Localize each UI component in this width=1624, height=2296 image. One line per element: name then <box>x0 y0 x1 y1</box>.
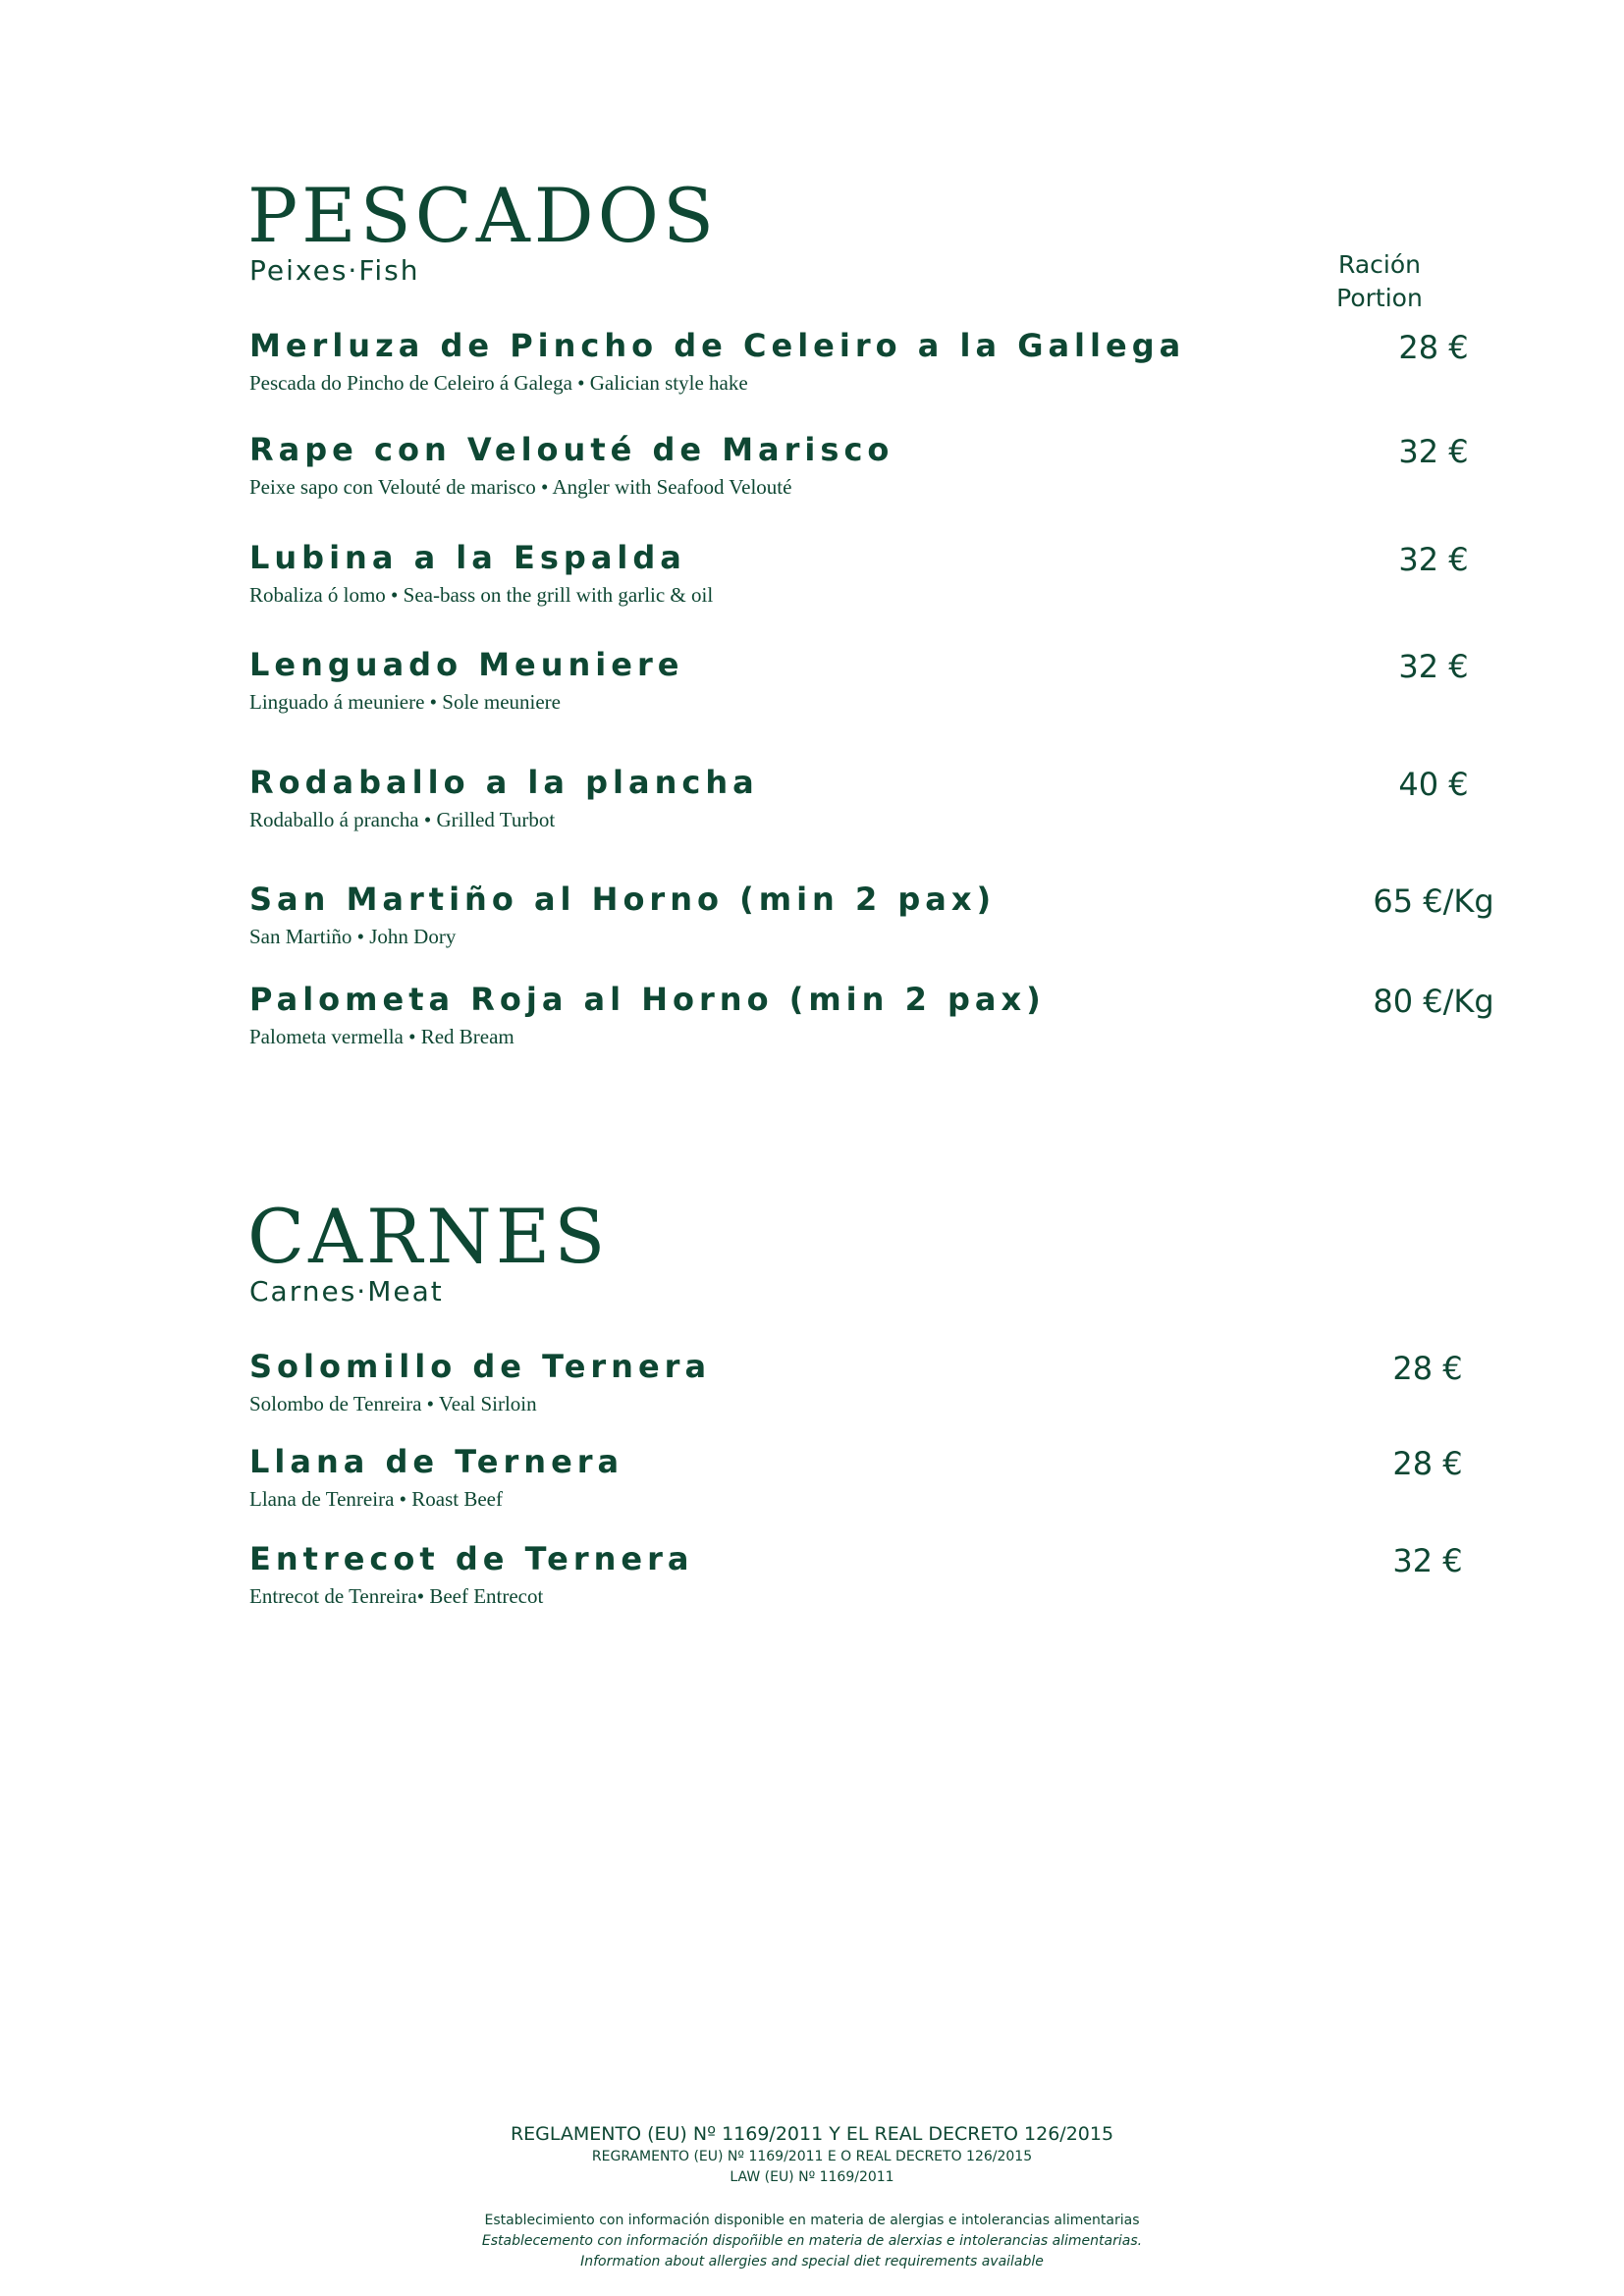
allergens-notice-en: Information about allergies and special diet requirements available <box>580 2254 1044 2269</box>
item-name: Solomillo de Ternera <box>249 1348 712 1385</box>
item-name: San Martiño al Horno (min 2 pax) <box>249 881 997 918</box>
section-subtitle-carnes: Carnes·Meat <box>249 1275 444 1308</box>
section-subtitle-pescados: Peixes·Fish <box>249 254 420 287</box>
item-name: Lubina a la Espalda <box>249 539 686 576</box>
menu-item <box>249 981 1565 1082</box>
item-description: Linguado á meuniere • Sole meuniere <box>249 690 561 714</box>
menu-item <box>249 1443 1565 1544</box>
regulation-galician: REGRAMENTO (EU) Nº 1169/2011 E O REAL DECRETO 126/2015 <box>591 2149 1033 2164</box>
item-price: 65 €/Kg <box>1373 882 1494 920</box>
menu-item <box>249 646 1565 747</box>
item-description: Palometa vermella • Red Bream <box>249 1025 514 1048</box>
item-price: 28 € <box>1392 1350 1463 1387</box>
item-description: Llana de Tenreira • Roast Beef <box>249 1487 503 1511</box>
menu-item <box>249 883 1565 982</box>
menu-item <box>249 327 1565 428</box>
regulation-english: LAW (EU) Nº 1169/2011 <box>730 2169 894 2185</box>
item-name: Llana de Ternera <box>249 1443 624 1480</box>
item-name: Palometa Roja al Horno (min 2 pax) <box>249 981 1046 1018</box>
item-price: 80 €/Kg <box>1373 983 1494 1020</box>
portion-header-en: Portion <box>1336 284 1423 312</box>
item-name: Rodaballo a la plancha <box>249 764 759 801</box>
item-price: 28 € <box>1398 329 1469 366</box>
allergens-notice-gl: Establecemento con información dispoñible en materia de alerxias e intolerancias alimentarias. <box>481 2233 1143 2249</box>
item-name: Lenguado Meuniere <box>249 646 684 683</box>
item-price: 32 € <box>1398 648 1469 685</box>
item-price: 32 € <box>1398 541 1469 578</box>
item-description: Solombo de Tenreira • Veal Sirloin <box>249 1392 537 1415</box>
menu-item <box>249 1348 1565 1449</box>
item-description: Entrecot de Tenreira• Beef Entrecot <box>249 1584 544 1608</box>
section-title-pescados: PESCADOS <box>247 172 719 259</box>
menu-item <box>249 431 1565 532</box>
allergens-notice-es: Establecimiento con información disponible en materia de alergias e intolerancias alimentarias <box>484 2213 1140 2228</box>
item-name: Rape con Velouté de Marisco <box>249 431 894 468</box>
section-title-carnes: CARNES <box>247 1193 610 1280</box>
menu-item <box>249 539 1565 640</box>
item-name: Entrecot de Ternera <box>249 1540 694 1577</box>
item-description: Pescada do Pincho de Celeiro á Galega • Galician style hake <box>249 371 748 395</box>
portion-header <box>1286 248 1473 315</box>
menu-item <box>249 1540 1565 1641</box>
item-price: 32 € <box>1392 1542 1463 1579</box>
item-description: Robaliza ó lomo • Sea-bass on the grill with garlic & oil <box>249 583 714 607</box>
item-price: 32 € <box>1398 433 1469 470</box>
portion-header-es: Ración <box>1338 250 1421 279</box>
item-price: 40 € <box>1398 766 1469 803</box>
item-description: Rodaballo á prancha • Grilled Turbot <box>249 808 556 831</box>
regulation-main: REGLAMENTO (EU) Nº 1169/2011 Y EL REAL DECRETO 126/2015 <box>510 2123 1114 2145</box>
item-price: 28 € <box>1392 1445 1463 1482</box>
menu-item <box>249 764 1565 865</box>
item-name: Merluza de Pincho de Celeiro a la Gallega <box>249 327 1186 364</box>
item-description: San Martiño • John Dory <box>249 925 457 948</box>
item-description: Peixe sapo con Velouté de marisco • Angler with Seafood Velouté <box>249 475 792 499</box>
